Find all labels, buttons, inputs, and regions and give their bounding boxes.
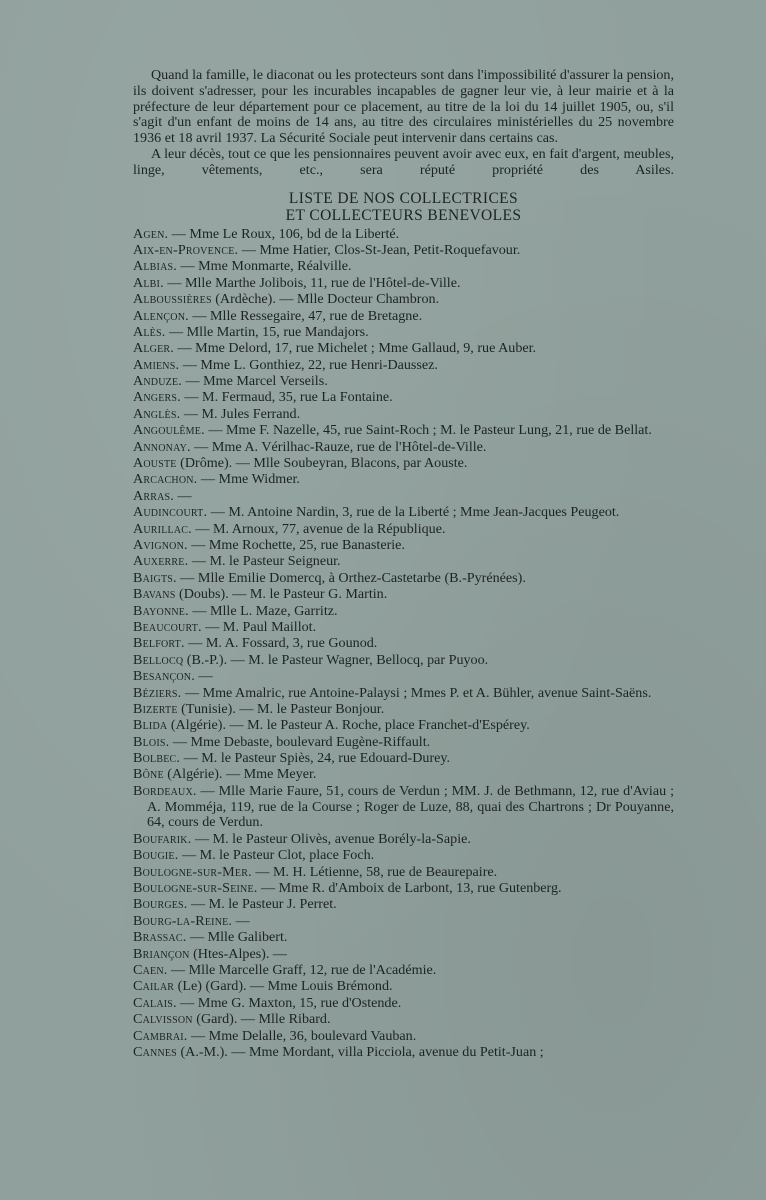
entry-city: Bordeaux.: [133, 782, 197, 799]
entry-city: Briançon: [133, 945, 190, 962]
entry-city: Bolbec.: [133, 750, 181, 767]
entry-contact: (Doubs). — M. le Pasteur G. Martin.: [175, 586, 388, 603]
list-entry: [133, 489, 674, 505]
list-entry: [133, 390, 674, 406]
entry-contact: — Mlle L. Maze, Garritz.: [188, 602, 338, 619]
list-entry: [133, 604, 674, 620]
entry-contact: — Mme Widmer.: [197, 471, 300, 488]
entry-city: Beaucourt.: [133, 618, 202, 635]
entry-city: Arras.: [133, 487, 175, 504]
list-entry: [133, 653, 674, 669]
entry-city: Audincourt.: [133, 504, 208, 521]
list-entry: [133, 276, 674, 292]
entry-contact: — Mme G. Maxton, 15, rue d'Ostende.: [176, 994, 402, 1011]
list-entry: [133, 472, 674, 488]
entry-contact: — Mme Delalle, 36, boulevard Vauban.: [187, 1027, 417, 1044]
list-entry: [133, 897, 674, 913]
entry-contact: (Algérie). — M. le Pasteur A. Roche, place Franchet-d'Espérey.: [167, 717, 530, 734]
entry-city: Alger.: [133, 340, 175, 357]
entry-contact: — M. Arnoux, 77, avenue de la République.: [191, 520, 446, 537]
list-entry: [133, 947, 674, 963]
entry-contact: — Mlle Galibert.: [186, 929, 288, 946]
entry-city: Bavans: [133, 586, 176, 603]
entry-contact: (Gard). — Mlle Ribard.: [192, 1011, 331, 1028]
entry-contact: — Mme Le Roux, 106, bd de la Liberté.: [168, 225, 400, 242]
entry-city: Anglès.: [133, 405, 181, 422]
entry-city: Cailar: [133, 978, 175, 995]
list-entry: [133, 325, 674, 341]
entry-contact: — M. Fermaud, 35, rue La Fontaine.: [180, 389, 393, 406]
list-entry: [133, 620, 674, 636]
list-entry: [133, 914, 674, 930]
list-entry: [133, 1045, 674, 1061]
entry-contact: — Mlle Marcelle Graff, 12, rue de l'Académie.: [167, 961, 437, 978]
entry-contact: — Mme F. Nazelle, 45, rue Saint-Roch ; M. le Pasteur Lung, 21, rue de Bellat.: [204, 422, 652, 439]
entry-city: Albias.: [133, 258, 177, 275]
entry-city: Annonay.: [133, 438, 191, 455]
entry-contact: — M. H. Létienne, 58, rue de Beaurepaire.: [251, 863, 498, 880]
entry-city: Baigts.: [133, 569, 177, 586]
list-entry: [133, 440, 674, 456]
entry-contact: (Htes-Alpes). —: [189, 945, 288, 962]
list-entry: [133, 686, 674, 702]
entry-city: Alès.: [133, 323, 166, 340]
collectors-list: [133, 227, 674, 1061]
intro-paragraph: A leur décès, tout ce que les pensionnaires peuvent avoir avec eux, en fait d'argent, meubles, linge, vêtements, etc., sera réputé propriété des Asiles.: [133, 145, 674, 178]
list-entry: [133, 423, 674, 439]
entry-city: Amiens.: [133, 356, 180, 373]
list-entry: [133, 881, 674, 897]
entry-city: Bône: [133, 766, 164, 783]
entry-contact: — Mme Delord, 17, rue Michelet ; Mme Gallaud, 9, rue Auber.: [174, 340, 537, 357]
entry-contact: — M. Jules Ferrand.: [180, 405, 301, 422]
entry-contact: — Mlle Emilie Domercq, à Orthez-Castetarbe (B.-Pyrénées).: [176, 569, 526, 586]
list-entry: [133, 505, 674, 521]
list-entry: [133, 1012, 674, 1028]
entry-contact: (Tunisie). — M. le Pasteur Bonjour.: [177, 700, 385, 717]
entry-city: Bourges.: [133, 896, 188, 913]
list-entry: [133, 784, 674, 831]
entry-city: Boufarik.: [133, 830, 192, 847]
entry-contact: (Le) (Gard). — Mme Louis Brémond.: [174, 978, 393, 995]
list-entry: [133, 309, 674, 325]
list-entry: [133, 456, 674, 472]
entry-city: Auxerre.: [133, 553, 189, 570]
list-entry: [133, 227, 674, 243]
page-content: [133, 68, 674, 1061]
entry-contact: — Mme R. d'Amboix de Larbont, 13, rue Gutenberg.: [257, 880, 562, 897]
list-entry: [133, 554, 674, 570]
entry-city: Cannes: [133, 1043, 177, 1060]
list-entry: [133, 865, 674, 881]
list-entry: [133, 636, 674, 652]
entry-city: Avignon.: [133, 537, 188, 553]
list-entry: [133, 996, 674, 1012]
list-entry: [133, 341, 674, 357]
list-entry: [133, 979, 674, 995]
entry-contact: — Mme L. Gonthiez, 22, rue Henri-Daussez.: [179, 356, 438, 373]
entry-contact: — Mme Debaste, boulevard Eugène-Riffault.: [169, 733, 431, 750]
entry-contact: — Mme Monmarte, Réalville.: [177, 258, 352, 275]
intro-section: [133, 68, 674, 179]
entry-city: Bayonne.: [133, 602, 189, 619]
entry-city: Aix-en-Provence.: [133, 241, 239, 258]
entry-contact: — Mlle Martin, 15, rue Mandajors.: [165, 323, 369, 340]
entry-city: Anduze.: [133, 373, 182, 390]
entry-contact: — Mme Rochette, 25, rue Banasterie.: [187, 537, 405, 553]
entry-city: Alençon.: [133, 307, 189, 324]
entry-contact: — M. le Pasteur Clot, place Foch.: [178, 847, 375, 864]
list-entry: [133, 848, 674, 864]
entry-city: Bizerte: [133, 700, 178, 717]
entry-contact: — M. le Pasteur J. Perret.: [187, 896, 337, 913]
list-entry: [133, 767, 674, 783]
entry-contact: (Algérie). — Mme Meyer.: [163, 766, 317, 783]
list-entry: [133, 930, 674, 946]
entry-city: Boulogne-sur-Seine.: [133, 880, 258, 897]
entry-city: Caen.: [133, 961, 168, 978]
entry-city: Bougie.: [133, 847, 179, 864]
entry-city: Angers.: [133, 389, 181, 406]
entry-city: Belfort.: [133, 635, 185, 652]
entry-contact: — Mlle Marthe Jolibois, 11, rue de l'Hôtel-de-Ville.: [163, 274, 461, 291]
entry-city: Angoulême.: [133, 422, 205, 439]
entry-city: Boulogne-sur-Mer.: [133, 863, 252, 880]
entry-city: Brassac.: [133, 929, 187, 946]
entry-contact: (Ardèche). — Mlle Docteur Chambron.: [211, 291, 440, 308]
list-entry: [133, 751, 674, 767]
entry-contact: — M. le Pasteur Seigneur.: [188, 553, 341, 570]
list-entry: [133, 1029, 674, 1045]
entry-contact: — Mme Hatier, Clos-St-Jean, Petit-Roquefavour.: [238, 241, 521, 258]
list-entry: [133, 963, 674, 979]
list-entry: [133, 718, 674, 734]
list-entry: [133, 292, 674, 308]
heading-line: ET COLLECTEURS BENEVOLES: [285, 206, 522, 224]
entry-city: Calais.: [133, 994, 177, 1011]
list-entry: [133, 358, 674, 374]
entry-city: Aouste: [133, 455, 177, 472]
entry-contact: — Mlle Ressegaire, 47, rue de Bretagne.: [188, 307, 423, 324]
entry-contact: — Mme Amalric, rue Antoine-Palaysi ; Mmes P. et A. Bühler, avenue Saint-Saëns.: [181, 684, 652, 701]
entry-contact: — Mlle Marie Faure, 51, cours de Verdun ; MM. J. de Bethmann, 12, rue d'Aviau ; A. Momméja, 119, rue de la Course ; Roger de Luze, 88, quai des Chartrons ; Dr Pouyanne, 64, cours de Verdun.: [147, 782, 674, 831]
entry-contact: (A.-M.). — Mme Mordant, villa Picciola, avenue du Petit-Juan ;: [176, 1043, 544, 1060]
list-entry: [133, 669, 674, 685]
entry-contact: — Mme A. Vérilhac-Rauze, rue de l'Hôtel-de-Ville.: [190, 438, 487, 455]
entry-contact: — M. Antoine Nardin, 3, rue de la Liberté ; Mme Jean-Jacques Peugeot.: [207, 504, 620, 521]
entry-contact: —: [174, 487, 192, 504]
entry-city: Alboussières: [133, 291, 212, 308]
list-entry: [133, 702, 674, 718]
entry-city: Aurillac.: [133, 520, 192, 537]
entry-contact: — M. A. Fossard, 3, rue Gounod.: [184, 635, 378, 652]
list-entry: [133, 522, 674, 538]
entry-contact: — M. Paul Maillot.: [201, 618, 317, 635]
entry-city: Béziers.: [133, 684, 182, 701]
heading-line: LISTE DE NOS COLLECTRICES: [288, 189, 519, 207]
entry-contact: (Drôme). — Mlle Soubeyran, Blacons, par Aouste.: [176, 455, 468, 472]
entry-city: Cambrai.: [133, 1027, 188, 1044]
list-entry: [133, 243, 674, 259]
list-entry: [133, 407, 674, 423]
entry-city: Besançon.: [133, 668, 195, 685]
entry-city: Blida: [133, 717, 168, 734]
entry-contact: — Mme Marcel Verseils.: [181, 373, 328, 390]
entry-city: Albi.: [133, 274, 164, 291]
entry-city: Arcachon.: [133, 471, 198, 488]
entry-contact: (B.-P.). — M. le Pasteur Wagner, Bellocq, par Puyoo.: [183, 651, 489, 668]
list-entry: [133, 259, 674, 275]
entry-city: Bellocq: [133, 651, 184, 668]
list-entry: [133, 538, 674, 554]
list-entry: [133, 374, 674, 390]
list-entry: [133, 735, 674, 751]
entry-city: Calvisson: [133, 1011, 193, 1028]
list-heading: [133, 190, 674, 224]
list-entry: [133, 587, 674, 603]
entry-city: Bourg-la-Reine.: [133, 912, 233, 929]
list-entry: [133, 832, 674, 848]
list-entry: [133, 571, 674, 587]
entry-contact: — M. le Pasteur Spiès, 24, rue Edouard-Durey.: [180, 750, 451, 767]
entry-contact: —: [194, 668, 213, 685]
entry-contact: — M. le Pasteur Olivès, avenue Borély-la-Sapie.: [191, 830, 471, 847]
intro-paragraph: Quand la famille, le diaconat ou les protecteurs sont dans l'impossibilité d'assurer la pension, ils doivent s'adresser, pour les incurables incapables de gagner leur vie, à leur mairie et à la préfecture de leur département pour ce placement, au titre de la loi du 14 juillet 1905, ou, s'il s'agit d'un enfant de moins de 14 ans, au titre des circulaires ministérielles du 25 novembre 1936 et 18 avril 1937. La Sécurité Sociale peut intervenir dans certains cas.: [133, 67, 674, 147]
entry-city: Agen.: [133, 225, 169, 242]
entry-contact: —: [232, 912, 250, 929]
entry-city: Blois.: [133, 733, 170, 750]
